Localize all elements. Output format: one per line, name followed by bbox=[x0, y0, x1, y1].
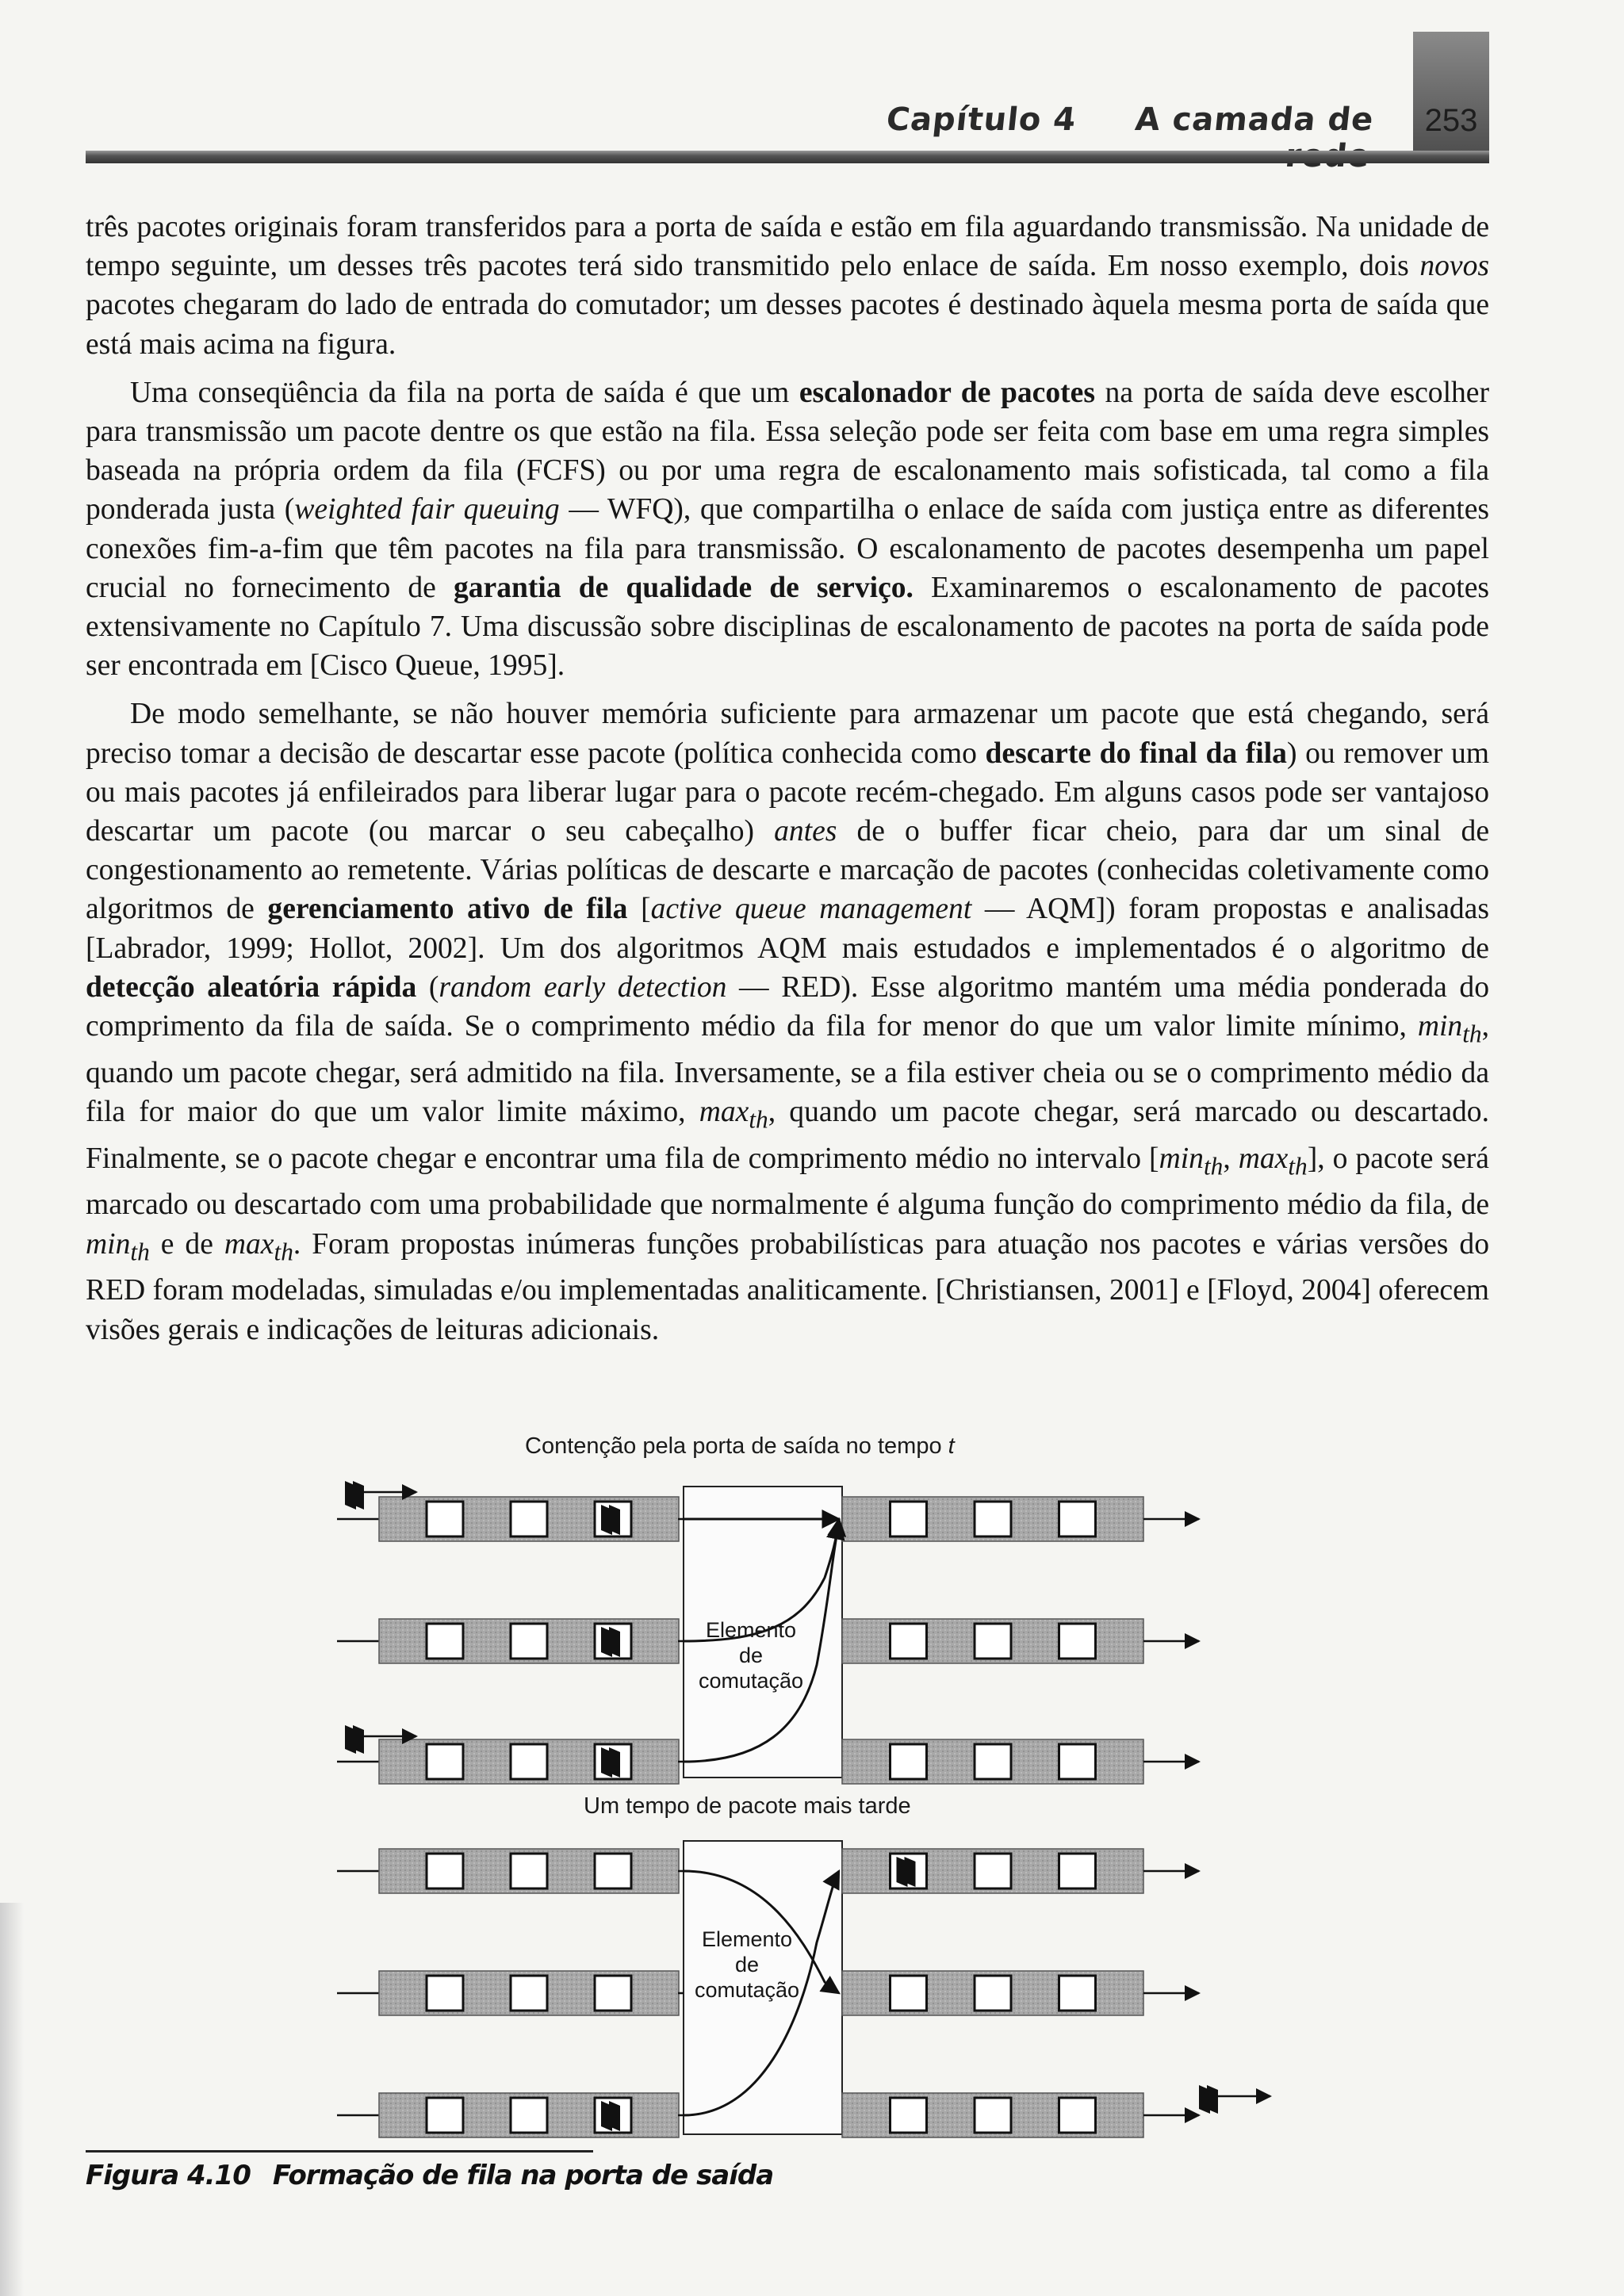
input-buffer-slot bbox=[427, 1854, 463, 1888]
p2-d: weighted fair queuing bbox=[294, 493, 560, 526]
packet-icon bbox=[601, 1747, 620, 1777]
input-buffer-slot bbox=[595, 1854, 631, 1888]
input-buffer-slot bbox=[427, 1502, 463, 1536]
input-buffer-slot bbox=[427, 1976, 463, 2011]
output-buffer-slot bbox=[891, 1744, 927, 1779]
input-buffer-slot bbox=[511, 1502, 547, 1536]
p3-q: e de bbox=[149, 1227, 224, 1261]
min-th-2: $\min_{th}$ bbox=[1159, 1142, 1224, 1181]
input-buffer-slot bbox=[511, 1854, 547, 1888]
figure-title-top: Contenção pela porta de saída no tempo t bbox=[525, 1433, 955, 1459]
p1-text: três pacotes originais foram transferidos para a porta de saída e estão em fila aguardando transmissão. Na unidade de tempo seguinte, um desses três pacotes terá sido transmitido pelo enlace de saída. Em nosso exemplo, dois bbox=[86, 211, 1489, 283]
p3-d: antes bbox=[774, 815, 837, 848]
output-buffer-slot bbox=[891, 1624, 927, 1659]
term-drop-tail: descarte do final da fila bbox=[985, 737, 1287, 770]
input-buffer-slot bbox=[427, 1624, 463, 1659]
p1-italic: novos bbox=[1419, 250, 1489, 283]
paragraph-3: De modo semelhante, se não houver memória suficiente para armazenar um pacote que está chegando, será preciso tomar a decisão de descartar esse pacote (política conhecida como descarte do final da fila) ou remover um ou mais pacotes já enfileirados para liberar lugar para o pacote recém-chegado. Em alguns casos pode ser vantajoso descartar um pacote (ou marcar o seu cabeçalho) antes de o buffer ficar cheio, para dar um sinal de congestionamento ao remetente. Várias políticas de descarte e marcação de pacotes (conhecidas coletivamente como algoritmos de gerenciamento ativo de fila [active queue management — AQM]) foram propostas e analisadas [Labrador, 1999; Hollot, 2002]. Um dos algoritmos AQM mais estudados e implementados é o algoritmo de detecção aleatória rápida (random early detection — RED). Esse algoritmo mantém uma média ponderada do comprimento da fila de saída. Se o comprimento médio da fila for menor do que um valor limite mínimo, $\min_{th}$, quando um pacote chegar, será admitido na fila. Inversamente, se a fila estiver cheia ou se o comprimento médio da fila for maior do que um valor limite máximo, $\max_{th}$, quando um pacote chegar, será marcado ou descartado. Finalmente, se o pacote chegar e encontrar uma fila de comprimento médio no intervalo [$\min_{th}$, $\max_{th}$], o pacote será marcado ou descartado com uma probabilidade que normalmente é alguma função do comprimento médio da fila, de $\min_{th} e$ de $\max_{th}$. Foram propostas inúmeras funções probabilísticas para atuação nos pacotes e várias versões do RED foram modeladas, simuladas e/ou implementadas analiticamente. [Christiansen, 2001] e [Floyd, 2004] oferecem visões gerais e indicações de leituras adicionais. bbox=[86, 698, 1489, 1346]
output-buffer-slot bbox=[891, 1976, 927, 2011]
arriving-packet-icon bbox=[1199, 2085, 1218, 2114]
input-buffer-slot bbox=[595, 1976, 631, 2011]
output-buffer-slot bbox=[1059, 1502, 1096, 1536]
output-buffer-slot bbox=[975, 2098, 1011, 2133]
term-aqm: gerenciamento ativo de fila bbox=[267, 893, 628, 926]
section-label: A camada de bbox=[1133, 101, 1376, 138]
chapter-label: Capítulo 4 bbox=[884, 101, 1078, 138]
output-buffer-slot bbox=[975, 1976, 1011, 2011]
figure-title-bottom: Um tempo de pacote mais tarde bbox=[584, 1793, 911, 1819]
min-th-3: $\min_{th}$ bbox=[86, 1227, 150, 1266]
p3-n: , quando um pacote chegar, será admitido na fila. Inversamente, se a fila estiver cheia ou se o comprimento médio da fila for maior do que um valor limite máximo, bbox=[86, 1010, 1489, 1128]
p3-l: random early detection bbox=[439, 970, 727, 1004]
figure-caption bbox=[86, 2160, 773, 2191]
term-packet-scheduler: escalonador de pacotes bbox=[799, 376, 1095, 409]
switch-fabric-label-top: Elemento de comutação bbox=[698, 1618, 804, 1693]
p3-h: active queue management bbox=[650, 893, 972, 926]
output-buffer-slot bbox=[891, 1502, 927, 1536]
term-red: detecção aleatória rápida bbox=[86, 970, 417, 1004]
input-buffer-slot bbox=[427, 1744, 463, 1779]
p3-e: de o buffer ficar cheio, para dar um sinal de congestionamento ao remetente. Várias políticas de descarte e marcação de pacotes (conhecidas coletivamente como algoritmos de bbox=[86, 815, 1489, 926]
p3-r: . Foram propostas inúmeras funções probabilísticas para atuação nos pacotes e várias versões do RED foram modeladas, simuladas e/ou implementadas analiticamente. [Christiansen, 2001] e [Floyd, 2004] oferecem visões gerais e indicações de leituras adicionais. bbox=[86, 1227, 1489, 1346]
output-buffer-slot bbox=[1059, 1854, 1096, 1888]
p2-e: — WFQ), que compartilha o enlace de saída com justiça entre as diferentes conexões fim-a-fim que têm pacotes na fila para transmissão. O escalonamento de pacotes desempenha um papel crucial no fornecimento de bbox=[86, 493, 1489, 604]
input-buffer-slot bbox=[511, 1976, 547, 2011]
output-buffer-slot bbox=[975, 1744, 1011, 1779]
term-qos: garantia de qualidade de serviço. bbox=[453, 571, 914, 604]
scan-shadow bbox=[0, 1903, 24, 2296]
p3-i: — AQM]) foram propostas e analisadas [Labrador, 1999; Hollot, 2002]. Um dos algoritmos AQM mais estudados e implementados é o algoritmo de bbox=[86, 893, 1489, 965]
output-buffer-slot bbox=[1059, 2098, 1096, 2133]
p3-p: ], o pacote será marcado ou descartado com uma probabilidade que normalmente é alguma função do comprimento médio da fila, de bbox=[86, 1142, 1489, 1222]
output-buffer-slot bbox=[891, 2098, 927, 2133]
p3-m: — RED). Esse algoritmo mantém uma média ponderada do comprimento da fila de saída. Se o comprimento médio da fila for menor do que um valor limite mínimo, bbox=[86, 970, 1489, 1043]
output-buffer-slot bbox=[975, 1624, 1011, 1659]
input-buffer-slot bbox=[511, 2098, 547, 2133]
input-buffer-slot bbox=[511, 1624, 547, 1659]
packet-icon bbox=[601, 1505, 620, 1535]
p3-o: , quando um pacote chegar, será marcado ou descartado. Finalmente, se o pacote chegar e encontrar uma fila de comprimento médio no intervalo [ bbox=[86, 1095, 1489, 1175]
output-buffer-slot bbox=[975, 1502, 1011, 1536]
packet-icon bbox=[897, 1857, 916, 1887]
packet-icon bbox=[601, 2101, 620, 2131]
p3-c: ) ou remover um ou mais pacotes já enfileirados para liberar lugar para o pacote recém-chegado. Em alguns casos pode ser vantajoso descartar um pacote (ou marcar o seu cabeçalho) bbox=[86, 737, 1489, 848]
figure-caption-text: Formação de fila na porta de saída bbox=[272, 2160, 774, 2191]
output-buffer-slot bbox=[975, 1854, 1011, 1888]
input-buffer-slot bbox=[511, 1744, 547, 1779]
max-th-2: $\max_{th}$ bbox=[1238, 1142, 1308, 1181]
p3-g: [ bbox=[627, 893, 651, 926]
p3-a: De modo semelhante, se não houver memória suficiente para armazenar um pacote que está chegando, será preciso tomar a decisão de descartar esse pacote (política conhecida como bbox=[86, 698, 1489, 770]
output-buffer-slot bbox=[1059, 1744, 1096, 1779]
page-number: 253 bbox=[1424, 103, 1478, 138]
p2-g: Examinaremos o escalonamento de pacotes extensivamente no Capítulo 7. Uma discussão sobre disciplinas de escalonamento de pacotes na porta de saída pode ser encontrada em [Cisco Queue, 1995]. bbox=[86, 571, 1489, 683]
packet-icon bbox=[601, 1627, 620, 1657]
input-buffer-slot bbox=[427, 2098, 463, 2133]
switch-fabric-label-bottom: Elemento de comutação bbox=[694, 1927, 800, 2002]
output-buffer-slot bbox=[1059, 1976, 1096, 2011]
arriving-packet-icon bbox=[345, 1481, 364, 1510]
output-buffer-slot bbox=[1059, 1624, 1096, 1659]
max-th-1: $\max_{th}$ bbox=[699, 1095, 768, 1134]
caption-rule bbox=[86, 2150, 593, 2152]
p1-end: pacotes chegaram do lado de entrada do comutador; um desses pacotes é destinado àquela mesma porta de saída que está mais acima na figura. bbox=[86, 289, 1489, 361]
max-th-3: $\max_{th}$ bbox=[224, 1227, 293, 1266]
figure-number: Figura 4.10 bbox=[86, 2160, 251, 2191]
min-th-1: $\min_{th}$ bbox=[1417, 1010, 1482, 1048]
p2-a: Uma conseqüência da fila na porta de saída é que um bbox=[130, 376, 799, 409]
arriving-packet-icon bbox=[345, 1725, 364, 1754]
p3-k: ( bbox=[416, 970, 439, 1004]
p2-c: na porta de saída deve escolher para transmissão um pacote dentre os que estão na fila. Essa seleção pode ser feita com base em uma regra simples baseada na própria ordem da fila (FCFS) ou por uma regra de escalonamento mais sofisticada, tal como a fila ponderada justa ( bbox=[86, 376, 1489, 526]
